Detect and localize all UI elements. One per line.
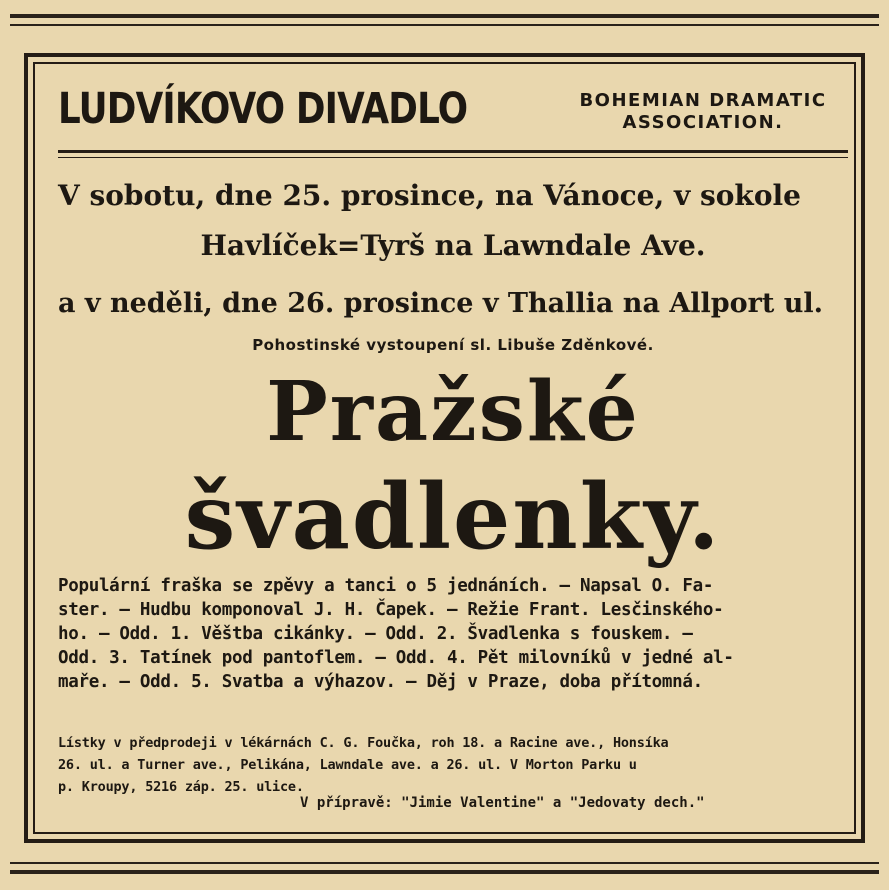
ticket-information bbox=[58, 732, 848, 798]
play-title-word-1: Pražské bbox=[266, 364, 640, 460]
description-line: maře. — Odd. 5. Svatba a výhazov. — Děj v Praze, doba přítomná. bbox=[58, 672, 703, 692]
tickets-line: 26. ul. a Turner ave., Pelikána, Lawndale ave. a 26. ul. V Morton Parku u bbox=[58, 757, 637, 773]
tickets-line: p. Kroupy, 5216 záp. 25. ulice. bbox=[58, 779, 304, 795]
description-line: Odd. 3. Tatínek pod pantoflem. — Odd. 4. Pět milovníků v jedné al- bbox=[58, 648, 734, 668]
theatre-name: LUDVÍKOVO DIVADLO bbox=[58, 84, 468, 134]
in-preparation-note: V přípravě: "Jimie Valentine" a "Jedovaty dech." bbox=[300, 795, 705, 811]
description-line: ho. — Odd. 1. Věštba cikánky. — Odd. 2. Švadlenka s fouskem. — bbox=[58, 624, 693, 644]
right-ornament-icon bbox=[682, 390, 736, 444]
play-description bbox=[58, 574, 848, 694]
schedule-line-1: V sobotu, dne 25. prosince, na Vánoce, v sokole bbox=[58, 179, 801, 212]
top-rule-thick bbox=[10, 14, 879, 18]
description-line: Populární fraška se zpěvy a tanci o 5 jednáních. — Napsal O. Fa- bbox=[58, 576, 714, 596]
schedule-line-2: Havlíček=Tyrš na Lawndale Ave. bbox=[200, 229, 706, 262]
description-line: ster. — Hudbu komponoval J. H. Čapek. — Režie Frant. Lesčinského- bbox=[58, 600, 724, 620]
association-name bbox=[558, 90, 848, 134]
play-title-line-2: švadlenky. bbox=[184, 464, 722, 570]
schedule-line-3: a v neděli, dne 26. prosince v Thallia na Allport ul. bbox=[58, 288, 824, 319]
top-rule-thin bbox=[10, 24, 879, 26]
guest-appearance: Pohostinské vystoupení sl. Libuše Zděnkové. bbox=[252, 336, 654, 354]
bottom-rule-thin bbox=[10, 862, 879, 864]
header-rule-thick bbox=[58, 150, 848, 153]
bottom-rule-thick bbox=[10, 870, 879, 874]
association-line-2: ASSOCIATION. bbox=[622, 112, 784, 133]
tickets-line: Lístky v předprodeji v lékárnách C. G. Foučka, roh 18. a Racine ave., Honsíka bbox=[58, 735, 669, 751]
association-line-1: BOHEMIAN DRAMATIC bbox=[579, 90, 827, 111]
header-rule-thin bbox=[58, 157, 848, 158]
advertisement-header bbox=[58, 80, 848, 146]
play-title-line-1 bbox=[58, 364, 848, 468]
